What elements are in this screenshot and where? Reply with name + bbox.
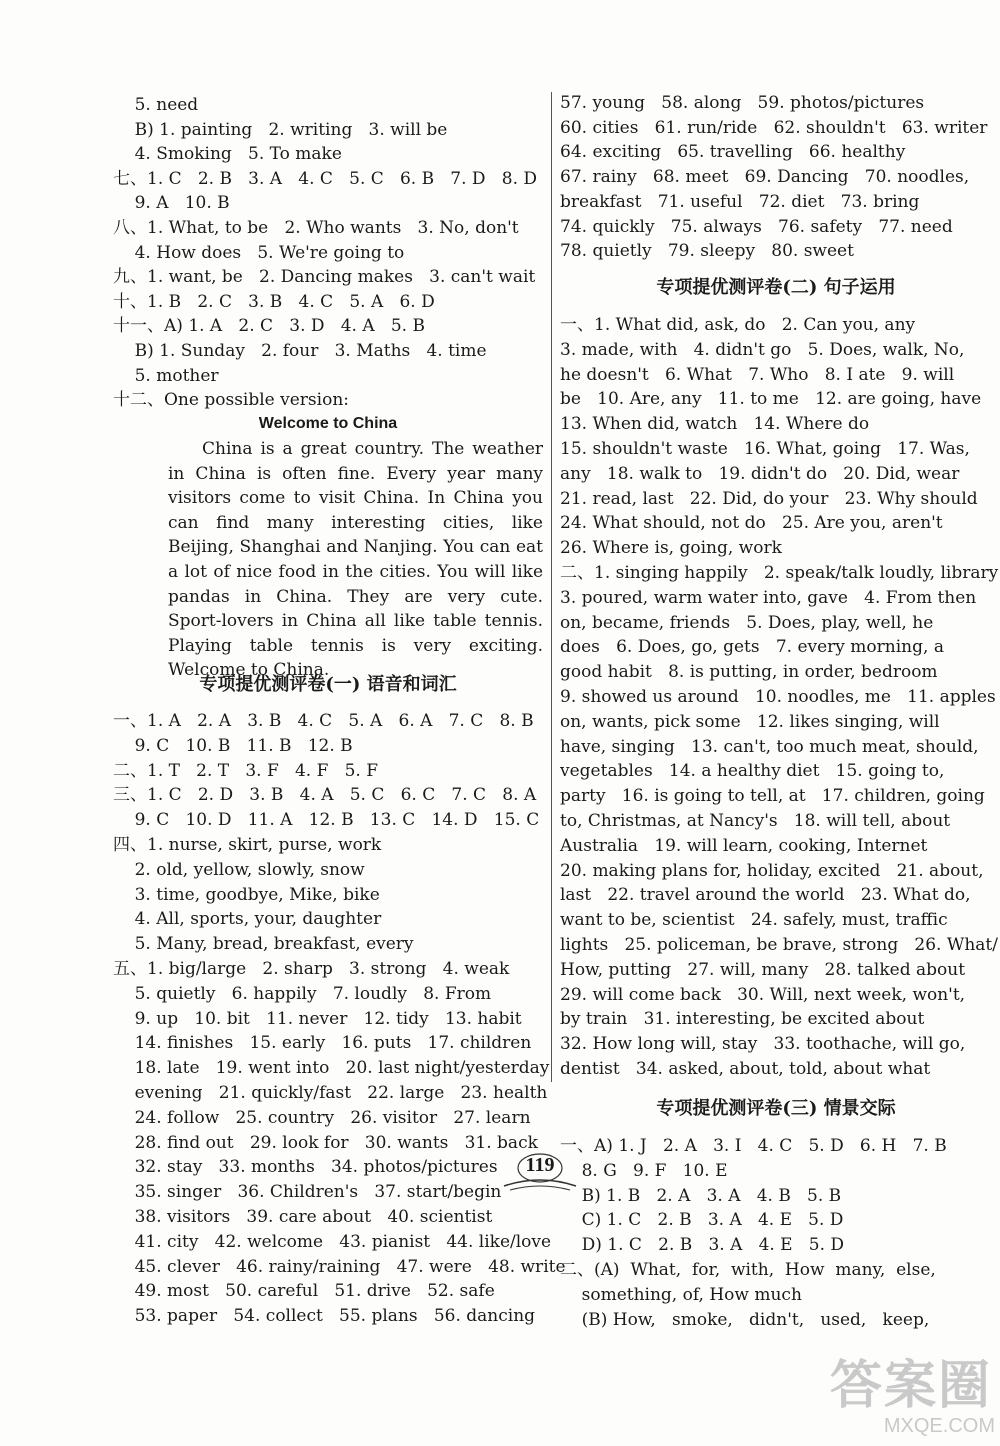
answer-line: he doesn't 6. What 7. Who 8. I ate 9. will <box>560 364 955 385</box>
answer-line: 十、1. B 2. C 3. B 4. C 5. A 6. D <box>113 291 435 312</box>
answer-line: 5. quietly 6. happily 7. loudly 8. From <box>113 983 492 1004</box>
answer-line: 3. time, goodbye, Mike, bike <box>113 884 380 905</box>
answer-line: 15. shouldn't waste 16. What, going 17. Was, <box>560 439 970 459</box>
answer-line: 四、1. nurse, skirt, purse, work <box>113 835 382 855</box>
answer-line: 4. All, sports, your, daughter <box>113 909 382 930</box>
answer-line: by train 31. interesting, be excited about <box>560 1009 925 1030</box>
answer-line: 一、A) 1. J 2. A 3. I 4. C 5. D 6. H 7. B <box>560 1136 947 1156</box>
answer-line: 49. most 50. careful 51. drive 52. safe <box>113 1281 495 1302</box>
answer-line: 4. How does 5. We're going to <box>113 242 405 263</box>
answer-line: 26. Where is, going, work <box>560 538 782 559</box>
section-title: 专项提优测评卷(三) 情景交际 <box>656 1098 896 1119</box>
essay-paragraph: China is a great country. The weather in China is often fine. Every year many visitors come to visit China. In China you can find many interesting cities, like Beijing, Shanghai and Nanjing. You can eat a lot of nice food in the cities. You will like pandas in China. They are very cute. Sport-lovers in China all like table tennis. Playing table tennis is very exciting. Welcome to China. <box>168 439 543 681</box>
answer-line: 29. will come back 30. Will, next week, won't, <box>560 984 966 1005</box>
answer-line: 67. rainy 68. meet 69. Dancing 70. noodles, <box>560 167 970 188</box>
answer-line: 4. Smoking 5. To make <box>113 144 342 165</box>
answer-line: 9. A 10. B <box>113 193 230 214</box>
answer-line: 53. paper 54. collect 55. plans 56. dancing <box>113 1306 536 1327</box>
answer-line: 60. cities 61. run/ride 62. shouldn't 63. writer <box>560 117 988 138</box>
answer-line: 8. G 9. F 10. E <box>560 1160 728 1181</box>
answer-line: 24. What should, not do 25. Are you, aren't <box>560 513 943 534</box>
watermark-text: 答案圈 <box>830 1355 993 1416</box>
answer-line: 2. old, yellow, slowly, snow <box>113 859 365 880</box>
answer-line: (B) How, smoke, didn't, used, keep, <box>560 1309 930 1330</box>
answer-line: on, wants, pick some 12. likes singing, will <box>560 711 940 732</box>
answer-line: C) 1. C 2. B 3. A 4. E 5. D <box>560 1210 844 1231</box>
answer-line: 28. find out 29. look for 30. wants 31. back <box>113 1132 538 1153</box>
answer-line: want to be, scientist 24. safely, must, traffic <box>560 910 948 931</box>
answer-line: 45. clever 46. rainy/raining 47. were 48. write <box>113 1256 566 1277</box>
answer-line: lights 25. policeman, be brave, strong 26. What/ <box>560 935 998 955</box>
answer-line: 32. How long will, stay 33. toothache, will go, <box>560 1034 966 1055</box>
answer-line: 9. C 10. D 11. A 12. B 13. C 14. D 15. C <box>113 810 540 831</box>
answer-line: B) 1. Sunday 2. four 3. Maths 4. time <box>113 341 487 361</box>
answer-line: 一、1. A 2. A 3. B 4. C 5. A 6. A 7. C 8. B <box>113 711 534 731</box>
answer-line: 八、1. What, to be 2. Who wants 3. No, don't <box>113 218 519 238</box>
answer-line: 20. making plans for, holiday, excited 21. about, <box>560 860 984 881</box>
answer-line: 二、1. T 2. T 3. F 4. F 5. F <box>113 760 379 781</box>
answer-line: 二、1. singing happily 2. speak/talk loudly, library <box>560 563 999 583</box>
answer-line: 二、(A) What, for, with, How many, else, <box>560 1260 936 1280</box>
answer-line: D) 1. C 2. B 3. A 4. E 5. D <box>560 1235 845 1256</box>
answer-line: 32. stay 33. months 34. photos/pictures <box>113 1157 498 1178</box>
answer-line: to, Christmas, at Nancy's 18. will tell, about <box>560 811 951 831</box>
answer-line: 78. quietly 79. sleepy 80. sweet <box>560 241 854 262</box>
answer-line: 十一、A) 1. A 2. C 3. D 4. A 5. B <box>113 316 425 337</box>
watermark-url: MXQE.COM <box>883 1415 995 1437</box>
answer-line: have, singing 13. can't, too much meat, should, <box>560 736 979 757</box>
answer-line: 一、1. What did, ask, do 2. Can you, any <box>560 315 916 335</box>
answer-line: 74. quickly 75. always 76. safety 77. need <box>560 216 953 237</box>
answer-line: party 16. is going to tell, at 17. children, going <box>560 786 985 807</box>
watermark-logo <box>830 1355 995 1443</box>
answer-line: evening 21. quickly/fast 22. large 23. health <box>113 1083 548 1103</box>
section-title: 专项提优测评卷(一) 语音和词汇 <box>199 674 457 695</box>
answer-line: does 6. Does, go, gets 7. every morning, a <box>560 637 944 658</box>
answer-line: 3. poured, warm water into, gave 4. From then <box>560 587 977 608</box>
page-number-text: 119 <box>525 1154 555 1176</box>
answer-line: 18. late 19. went into 20. last night/yesterday <box>113 1058 550 1079</box>
answer-line: 41. city 42. welcome 43. pianist 44. like/love <box>113 1231 552 1252</box>
answer-line: any 18. walk to 19. didn't do 20. Did, wear <box>560 463 960 484</box>
section-title: Welcome to China <box>258 415 398 432</box>
answer-line: 14. finishes 15. early 16. puts 17. children <box>113 1033 532 1054</box>
answer-line: 9. showed us around 10. noodles, me 11. apples <box>560 687 996 707</box>
answer-line: on, became, friends 5. Does, play, well, he <box>560 612 934 633</box>
answer-line: 57. young 58. along 59. photos/pictures <box>560 93 925 113</box>
page-number <box>500 1152 580 1175</box>
answer-line: 5. Many, bread, breakfast, every <box>113 934 414 955</box>
answer-line: 35. singer 36. Children's 37. start/begin <box>113 1182 502 1203</box>
answer-line: 38. visitors 39. care about 40. scientist <box>113 1207 493 1227</box>
answer-line: 24. follow 25. country 26. visitor 27. learn <box>113 1107 531 1128</box>
answer-line: 七、1. C 2. B 3. A 4. C 5. C 6. B 7. D 8. D <box>113 168 538 189</box>
answer-line: 三、1. C 2. D 3. B 4. A 5. C 6. C 7. C 8. A <box>113 785 537 806</box>
answer-line: 9. up 10. bit 11. never 12. tidy 13. habit <box>113 1008 522 1029</box>
answer-line: 9. C 10. B 11. B 12. B <box>113 735 353 756</box>
answer-line: 3. made, with 4. didn't go 5. Does, walk, No, <box>560 339 965 360</box>
answer-line: How, putting 27. will, many 28. talked about <box>560 959 966 980</box>
answer-line: vegetables 14. a healthy diet 15. going to, <box>560 761 945 782</box>
answer-line: last 22. travel around the world 23. What do, <box>560 885 971 906</box>
answer-line: 13. When did, watch 14. Where do <box>560 414 870 435</box>
answer-line: 64. exciting 65. travelling 66. healthy <box>560 142 906 163</box>
answer-line: Australia 19. will learn, cooking, Internet <box>560 835 928 856</box>
answer-line: B) 1. painting 2. writing 3. will be <box>113 119 448 140</box>
answer-line: B) 1. B 2. A 3. A 4. B 5. B <box>560 1185 842 1206</box>
answer-line: 十二、One possible version: <box>113 390 349 411</box>
answer-line: 5. mother <box>113 365 219 386</box>
answer-line: 5. need <box>113 95 199 115</box>
answer-line: be 10. Are, any 11. to me 12. are going, have <box>560 389 982 410</box>
answer-line: breakfast 71. useful 72. diet 73. bring <box>560 191 920 212</box>
column-divider <box>551 92 552 1082</box>
answer-line: good habit 8. is putting, in order, bedroom <box>560 662 938 683</box>
answer-line: 21. read, last 22. Did, do your 23. Why should <box>560 488 978 509</box>
section-title: 专项提优测评卷(二) 句子运用 <box>656 277 896 298</box>
answer-line: something, of, How much <box>560 1284 802 1305</box>
answer-line: 九、1. want, be 2. Dancing makes 3. can't wait <box>113 267 536 288</box>
answer-line: dentist 34. asked, about, told, about what <box>560 1059 931 1079</box>
answer-line: 五、1. big/large 2. sharp 3. strong 4. weak <box>113 959 510 979</box>
